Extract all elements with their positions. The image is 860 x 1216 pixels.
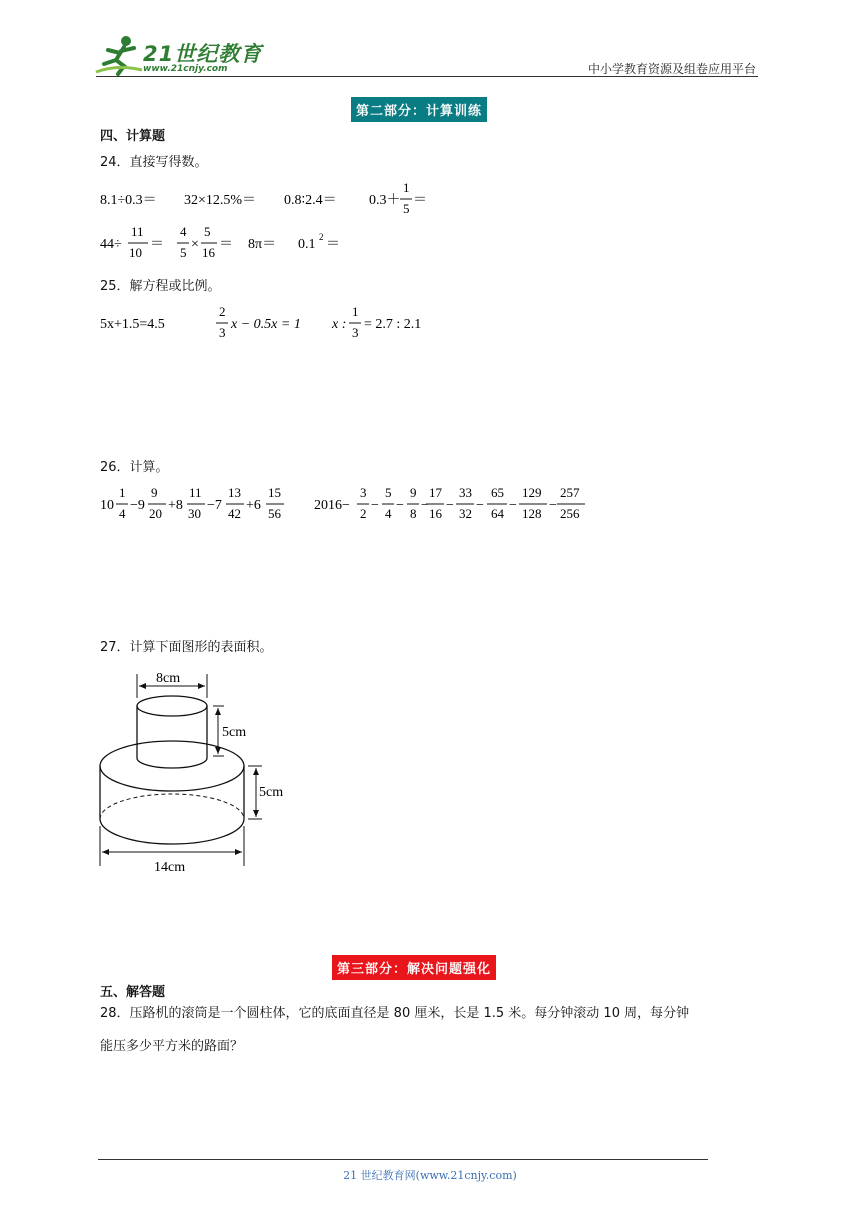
- q24-item4-eq: ＝: [413, 193, 427, 208]
- part2-banner: 第二部分：计算训练: [351, 97, 487, 122]
- dim-bottom-diameter: 14cm: [154, 860, 186, 875]
- q28-line2: 能压多少平方米的路面？: [100, 1039, 244, 1054]
- q25-eq2-num: 2: [219, 304, 226, 319]
- q26-e2-op5: −: [476, 498, 484, 513]
- q26-e2-n2: 5: [385, 485, 392, 500]
- q26-e2-d8: 256: [560, 506, 580, 521]
- q25-label: 25．解方程或比例。: [100, 279, 221, 294]
- q26-e2-d2: 4: [385, 506, 392, 521]
- q26-e2-n8: 257: [560, 485, 580, 500]
- q26-e2-op3: −: [421, 498, 429, 513]
- q26-e1-n4: 13: [228, 485, 241, 500]
- q26-e1-d2: 20: [149, 506, 162, 521]
- q26-e2-w: 2016−: [314, 498, 350, 513]
- q26-e1-w5: +6: [246, 498, 261, 513]
- section-5-title: 五、解答题: [100, 985, 166, 1000]
- q24-item6-den2: 16: [202, 245, 215, 260]
- q26-e1-n1: 1: [119, 485, 126, 500]
- q24-item6-num2: 5: [204, 224, 211, 239]
- q26-e1-n2: 9: [151, 485, 158, 500]
- q26-e2-n4: 17: [429, 485, 442, 500]
- q25-eq1: 5x+1.5=4.5: [100, 317, 165, 332]
- q26-expressions: [98, 482, 598, 526]
- dim-bottom-height: 5cm: [259, 785, 284, 800]
- q26-e1-d5: 56: [268, 506, 281, 521]
- q26-e1-w2: −9: [130, 498, 145, 513]
- q26-e2-op7: −: [549, 498, 557, 513]
- q26-e1-n5: 15: [268, 485, 281, 500]
- q26-e2-n1: 3: [360, 485, 367, 500]
- q24-item5-eq: ＝: [150, 237, 164, 252]
- q26-e2-op6: −: [509, 498, 517, 513]
- q25-eq3-den: 3: [352, 325, 359, 340]
- q25-eq3-rest: = 2.7 : 2.1: [364, 317, 422, 332]
- q25-eq3-num: 1: [352, 304, 359, 319]
- q24-item5-den: 10: [129, 245, 142, 260]
- dim-top-height: 5cm: [222, 725, 247, 740]
- q24-item6-times: ×: [191, 237, 199, 252]
- q24-item8-exp: 2: [319, 232, 324, 242]
- q24-item3: 0.8∶2.4＝: [284, 193, 337, 208]
- q25-eq2-rest: x − 0.5x = 1: [231, 317, 301, 332]
- q26-e1-n3: 11: [189, 485, 202, 500]
- q24-item7: 8π＝: [248, 237, 277, 252]
- q24-item1: 8.1÷0.3＝: [100, 193, 157, 208]
- q24-item6-eq: ＝: [219, 237, 233, 252]
- q26-e1-w1: 10: [100, 498, 114, 513]
- q24-row2: [98, 222, 458, 264]
- q26-e2-n5: 33: [459, 485, 472, 500]
- q26-e1-d3: 30: [188, 506, 201, 521]
- q26-e2-d4: 16: [429, 506, 442, 521]
- q26-e2-d5: 32: [459, 506, 472, 521]
- q26-e2-d1: 2: [360, 506, 367, 521]
- q26-e1-d1: 4: [119, 506, 126, 521]
- q26-e1-w3: +8: [168, 498, 183, 513]
- q24-item4-num: 1: [403, 180, 410, 195]
- section-4-title: 四、计算题: [100, 129, 166, 144]
- q25-eq2-den: 3: [219, 325, 226, 340]
- footer-rule: [98, 1159, 708, 1160]
- q24-item4-prefix: 0.3＋: [369, 193, 401, 208]
- q26-e2-n7: 129: [522, 485, 542, 500]
- part3-banner: 第三部分：解决问题强化: [332, 955, 496, 980]
- logo-runner-icon: [94, 34, 144, 76]
- header-platform-text: 中小学教育资源及组卷应用平台: [587, 62, 756, 76]
- q26-e2-n3: 9: [410, 485, 417, 500]
- q24-item6-num1: 4: [180, 224, 187, 239]
- q26-label: 26．计算。: [100, 460, 169, 475]
- footer-text[interactable]: 21 世纪教育网(www.21cnjy.com): [343, 1169, 517, 1182]
- logo-url: www.21cnjy.com: [143, 64, 228, 74]
- q26-e2-d7: 128: [522, 506, 542, 521]
- q26-e2-n6: 65: [491, 485, 504, 500]
- q26-e2-d6: 64: [491, 506, 504, 521]
- q24-item8-base: 0.1: [298, 237, 316, 252]
- q26-e2-op2: −: [396, 498, 404, 513]
- q24-label: 24．直接写得数。: [100, 155, 208, 170]
- cylinder-figure: [92, 666, 302, 886]
- header-rule: [96, 76, 758, 77]
- q26-e1-d4: 42: [228, 506, 241, 521]
- q24-row1: [98, 178, 458, 220]
- q24-item8-eq: ＝: [326, 237, 340, 252]
- q24-item5-num: 11: [131, 224, 144, 239]
- dim-top-diameter: 8cm: [156, 671, 181, 686]
- q24-item2: 32×12.5%＝: [184, 193, 257, 208]
- q26-e2-d3: 8: [410, 506, 417, 521]
- q25-equations: [98, 302, 458, 344]
- q24-item4-den: 5: [403, 201, 410, 216]
- q28-line1: 28．压路机的滚筒是一个圆柱体，它的底面直径是 80 厘米，长是 1.5 米。每分钟滚动 10 周，每分钟: [100, 1006, 690, 1021]
- logo-name: 21世纪教育: [143, 42, 263, 66]
- q25-eq3-prefix: x :: [332, 317, 347, 332]
- q24-item5-prefix: 44÷: [100, 237, 122, 252]
- q27-label: 27．计算下面图形的表面积。: [100, 640, 273, 655]
- q26-e2-op1: −: [371, 498, 379, 513]
- q26-e1-w4: −7: [207, 498, 222, 513]
- q26-e2-op4: −: [446, 498, 454, 513]
- q24-item6-den1: 5: [180, 245, 187, 260]
